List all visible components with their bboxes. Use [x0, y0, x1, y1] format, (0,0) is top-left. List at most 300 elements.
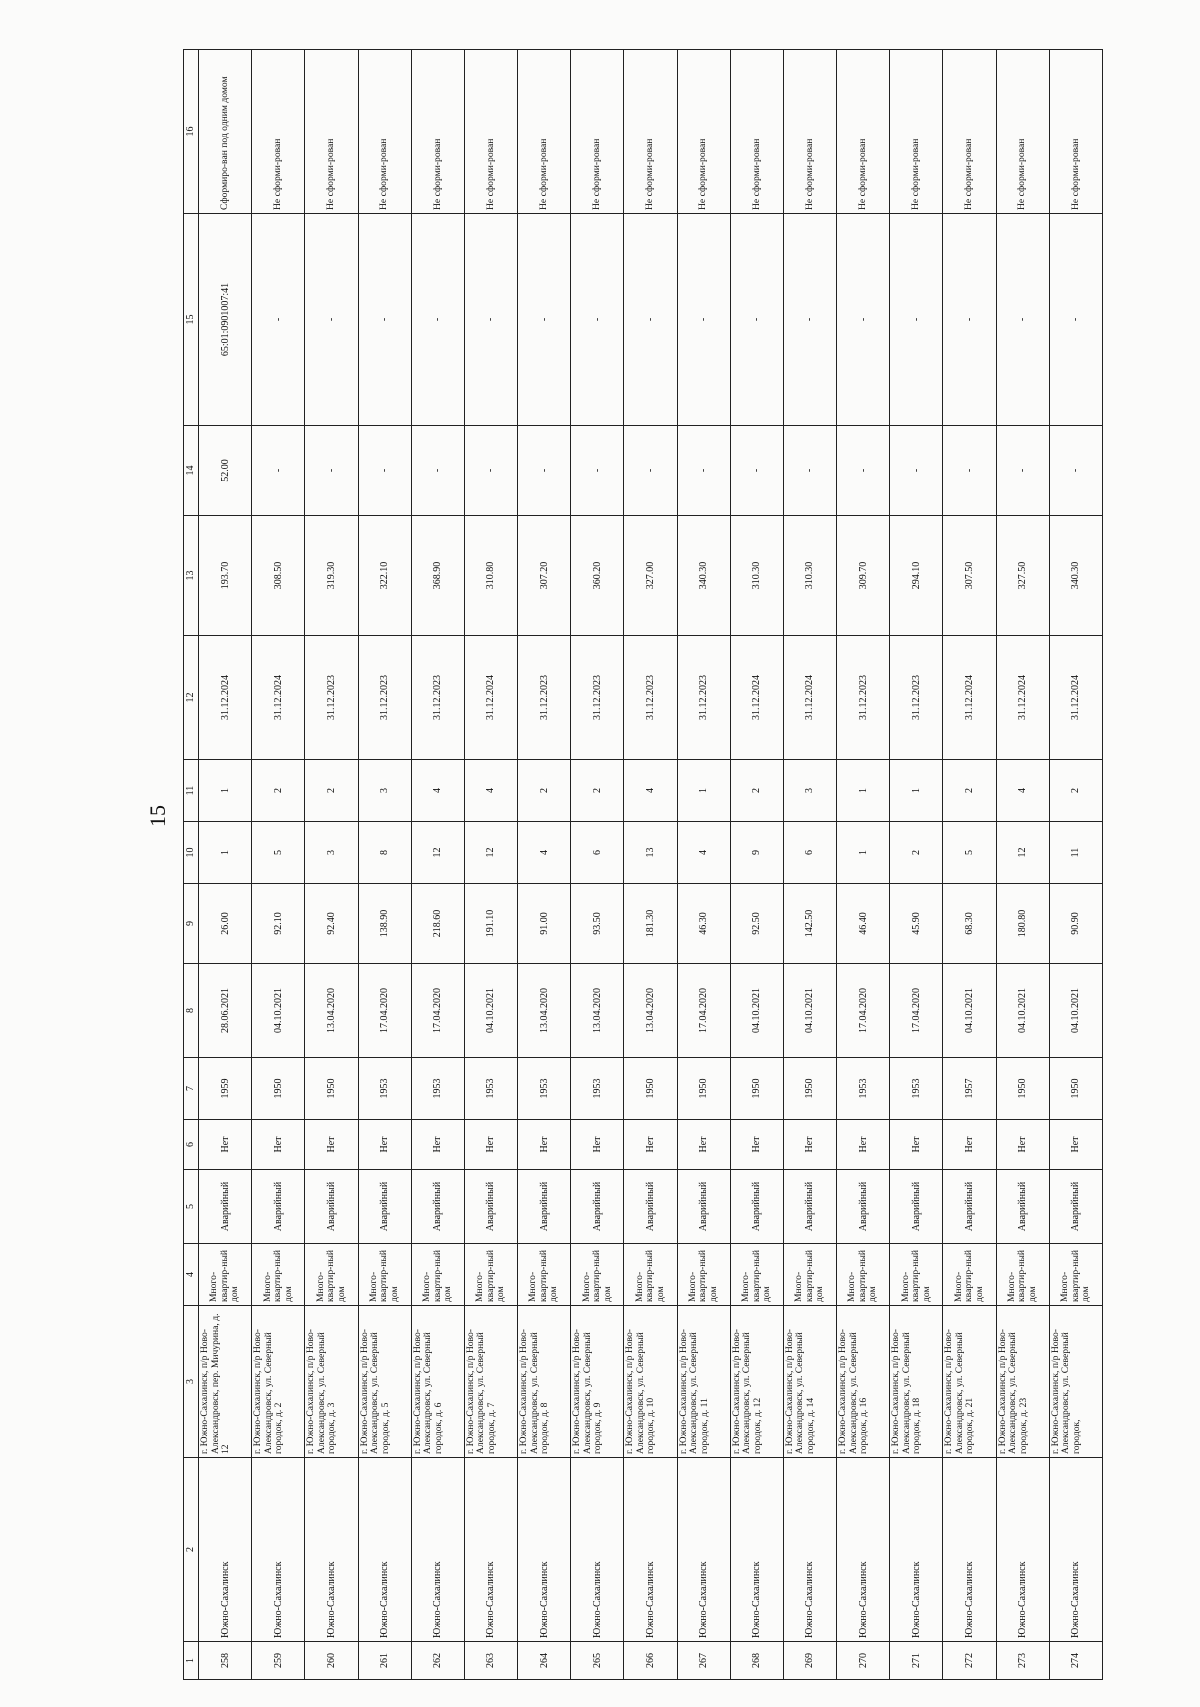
year-built-cell: 1953 — [571, 1058, 624, 1120]
column-number-7: 7 — [184, 1058, 199, 1120]
municipality-cell: Южно-Сахалинск — [358, 1458, 411, 1642]
col6-cell: Нет — [890, 1120, 943, 1170]
column-number-2: 2 — [184, 1458, 199, 1642]
building-type-cell: Много-квартир-ный дом — [199, 1244, 252, 1306]
deadline-cell: 31.12.2024 — [199, 636, 252, 760]
cadastral-number-cell: - — [890, 214, 943, 426]
address-cell: г. Южно-Сахалинск, п/р Ново-Александровск, ул. Северный городок, д. 21 — [943, 1306, 996, 1458]
land-area-cell: - — [837, 426, 890, 516]
col13-cell: 319.30 — [305, 516, 358, 636]
land-area-cell: 52.00 — [199, 426, 252, 516]
column-number-4: 4 — [184, 1244, 199, 1306]
condition-cell: Аварийный — [943, 1170, 996, 1244]
area-cell: 68.30 — [943, 884, 996, 964]
column-number-8: 8 — [184, 964, 199, 1058]
cadastral-number-cell: - — [305, 214, 358, 426]
col13-cell: 294.10 — [890, 516, 943, 636]
col6-cell: Нет — [943, 1120, 996, 1170]
address-cell: г. Южно-Сахалинск, п/р Ново-Александровск, ул. Северный городок, д. 18 — [890, 1306, 943, 1458]
land-area-cell: - — [252, 426, 305, 516]
col6-cell: Нет — [518, 1120, 571, 1170]
table-row — [411, 50, 464, 1680]
municipality-cell: Южно-Сахалинск — [305, 1458, 358, 1642]
municipality-cell: Южно-Сахалинск — [464, 1458, 517, 1642]
area-cell: 218.60 — [411, 884, 464, 964]
land-area-cell: - — [518, 426, 571, 516]
area-cell: 91.00 — [518, 884, 571, 964]
land-status-cell: Не сформи-рован — [411, 50, 464, 214]
municipality-cell: Южно-Сахалинск — [411, 1458, 464, 1642]
area-cell: 138.90 — [358, 884, 411, 964]
land-area-cell: - — [624, 426, 677, 516]
col11-cell: 1 — [199, 760, 252, 822]
housing-register-table — [183, 49, 1103, 1680]
table-row — [730, 50, 783, 1680]
municipality-cell: Южно-Сахалинск — [837, 1458, 890, 1642]
address-cell: г. Южно-Сахалинск, п/р Ново-Александровск, ул. Северный городок, — [1049, 1306, 1102, 1458]
address-cell: г. Южно-Сахалинск, п/р Ново-Александровск, ул. Северный городок, д. 14 — [783, 1306, 836, 1458]
land-status-cell: Не сформи-рован — [305, 50, 358, 214]
col11-cell: 2 — [571, 760, 624, 822]
column-number-14: 14 — [184, 426, 199, 516]
municipality-cell: Южно-Сахалинск — [624, 1458, 677, 1642]
row-number: 270 — [837, 1642, 890, 1680]
table-row — [571, 50, 624, 1680]
building-type-cell: Много-квартир-ный дом — [464, 1244, 517, 1306]
municipality-cell: Южно-Сахалинск — [677, 1458, 730, 1642]
condition-cell: Аварийный — [411, 1170, 464, 1244]
recognition-date-cell: 13.04.2020 — [571, 964, 624, 1058]
row-number: 258 — [199, 1642, 252, 1680]
building-type-cell: Много-квартир-ный дом — [1049, 1244, 1102, 1306]
building-type-cell: Много-квартир-ный дом — [358, 1244, 411, 1306]
cadastral-number-cell: - — [252, 214, 305, 426]
col6-cell: Нет — [996, 1120, 1049, 1170]
land-status-cell: Сформиро-ван под одним домом — [199, 50, 252, 214]
col13-cell: 307.50 — [943, 516, 996, 636]
land-status-cell: Не сформи-рован — [358, 50, 411, 214]
deadline-cell: 31.12.2023 — [624, 636, 677, 760]
area-cell: 26.00 — [199, 884, 252, 964]
building-type-cell: Много-квартир-ный дом — [252, 1244, 305, 1306]
col6-cell: Нет — [1049, 1120, 1102, 1170]
year-built-cell: 1957 — [943, 1058, 996, 1120]
year-built-cell: 1953 — [837, 1058, 890, 1120]
table-row — [1049, 50, 1102, 1680]
column-number-9: 9 — [184, 884, 199, 964]
land-status-cell: Не сформи-рован — [890, 50, 943, 214]
address-cell: г. Южно-Сахалинск, п/р Ново-Александровск, ул. Северный городок, д. 12 — [730, 1306, 783, 1458]
land-status-cell: Не сформи-рован — [677, 50, 730, 214]
column-number-16: 16 — [184, 50, 199, 214]
deadline-cell: 31.12.2023 — [305, 636, 358, 760]
year-built-cell: 1950 — [730, 1058, 783, 1120]
column-number-5: 5 — [184, 1170, 199, 1244]
land-area-cell: - — [571, 426, 624, 516]
land-status-cell: Не сформи-рован — [464, 50, 517, 214]
recognition-date-cell: 13.04.2020 — [305, 964, 358, 1058]
cadastral-number-cell: - — [730, 214, 783, 426]
col11-cell: 2 — [1049, 760, 1102, 822]
page-number: 15 — [145, 805, 170, 827]
cadastral-number-cell: - — [783, 214, 836, 426]
row-number: 267 — [677, 1642, 730, 1680]
municipality-cell: Южно-Сахалинск — [518, 1458, 571, 1642]
col10-cell: 13 — [624, 822, 677, 884]
cadastral-number-cell: - — [996, 214, 1049, 426]
col10-cell: 9 — [730, 822, 783, 884]
row-number: 261 — [358, 1642, 411, 1680]
column-number-3: 3 — [184, 1306, 199, 1458]
land-area-cell: - — [996, 426, 1049, 516]
cadastral-number-cell: - — [1049, 214, 1102, 426]
land-status-cell: Не сформи-рован — [624, 50, 677, 214]
deadline-cell: 31.12.2024 — [996, 636, 1049, 760]
table-row — [199, 50, 252, 1680]
col6-cell: Нет — [358, 1120, 411, 1170]
col13-cell: 310.30 — [783, 516, 836, 636]
column-number-12: 12 — [184, 636, 199, 760]
land-status-cell: Не сформи-рован — [730, 50, 783, 214]
col11-cell: 2 — [305, 760, 358, 822]
column-number-15: 15 — [184, 214, 199, 426]
col6-cell: Нет — [252, 1120, 305, 1170]
municipality-cell: Южно-Сахалинск — [943, 1458, 996, 1642]
land-area-cell: - — [358, 426, 411, 516]
cadastral-number-cell: - — [571, 214, 624, 426]
col13-cell: 308.50 — [252, 516, 305, 636]
col13-cell: 310.30 — [730, 516, 783, 636]
address-cell: г. Южно-Сахалинск, п/р Ново-Александровск, ул. Северный городок, д. 3 — [305, 1306, 358, 1458]
row-number: 265 — [571, 1642, 624, 1680]
area-cell: 191.10 — [464, 884, 517, 964]
year-built-cell: 1953 — [518, 1058, 571, 1120]
col13-cell: 310.80 — [464, 516, 517, 636]
recognition-date-cell: 13.04.2020 — [624, 964, 677, 1058]
row-number: 266 — [624, 1642, 677, 1680]
col13-cell: 327.00 — [624, 516, 677, 636]
col10-cell: 2 — [890, 822, 943, 884]
address-cell: г. Южно-Сахалинск, п/р Ново-Александровск, ул. Северный городок, д. 9 — [571, 1306, 624, 1458]
condition-cell: Аварийный — [199, 1170, 252, 1244]
year-built-cell: 1953 — [890, 1058, 943, 1120]
table-row — [996, 50, 1049, 1680]
area-cell: 45.90 — [890, 884, 943, 964]
condition-cell: Аварийный — [571, 1170, 624, 1244]
row-number: 264 — [518, 1642, 571, 1680]
col11-cell: 3 — [358, 760, 411, 822]
year-built-cell: 1959 — [199, 1058, 252, 1120]
col13-cell: 309.70 — [837, 516, 890, 636]
address-cell: г. Южно-Сахалинск, п/р Ново-Александровск, ул. Северный городок, д. 5 — [358, 1306, 411, 1458]
col6-cell: Нет — [783, 1120, 836, 1170]
area-cell: 180.80 — [996, 884, 1049, 964]
col10-cell: 12 — [996, 822, 1049, 884]
land-area-cell: - — [464, 426, 517, 516]
land-area-cell: - — [411, 426, 464, 516]
year-built-cell: 1953 — [358, 1058, 411, 1120]
municipality-cell: Южно-Сахалинск — [199, 1458, 252, 1642]
row-number: 273 — [996, 1642, 1049, 1680]
col11-cell: 4 — [464, 760, 517, 822]
table-row — [943, 50, 996, 1680]
deadline-cell: 31.12.2024 — [943, 636, 996, 760]
year-built-cell: 1950 — [624, 1058, 677, 1120]
deadline-cell: 31.12.2024 — [730, 636, 783, 760]
land-status-cell: Не сформи-рован — [943, 50, 996, 214]
municipality-cell: Южно-Сахалинск — [730, 1458, 783, 1642]
land-status-cell: Не сформи-рован — [996, 50, 1049, 214]
recognition-date-cell: 04.10.2021 — [1049, 964, 1102, 1058]
col13-cell: 360.20 — [571, 516, 624, 636]
col10-cell: 3 — [305, 822, 358, 884]
column-number-1: 1 — [184, 1642, 199, 1680]
address-cell: г. Южно-Сахалинск, п/р Ново-Александровск, ул. Северный городок, д. 11 — [677, 1306, 730, 1458]
condition-cell: Аварийный — [305, 1170, 358, 1244]
area-cell: 92.10 — [252, 884, 305, 964]
deadline-cell: 31.12.2024 — [464, 636, 517, 760]
table-row — [890, 50, 943, 1680]
condition-cell: Аварийный — [518, 1170, 571, 1244]
cadastral-number-cell: - — [624, 214, 677, 426]
deadline-cell: 31.12.2023 — [411, 636, 464, 760]
col10-cell: 5 — [252, 822, 305, 884]
land-status-cell: Не сформи-рован — [783, 50, 836, 214]
year-built-cell: 1950 — [783, 1058, 836, 1120]
column-number-10: 10 — [184, 822, 199, 884]
row-number: 269 — [783, 1642, 836, 1680]
address-cell: г. Южно-Сахалинск, п/р Ново-Александровск, ул. Северный городок, д. 23 — [996, 1306, 1049, 1458]
col10-cell: 12 — [411, 822, 464, 884]
condition-cell: Аварийный — [464, 1170, 517, 1244]
area-cell: 90.90 — [1049, 884, 1102, 964]
land-status-cell: Не сформи-рован — [252, 50, 305, 214]
land-area-cell: - — [783, 426, 836, 516]
recognition-date-cell: 17.04.2020 — [411, 964, 464, 1058]
recognition-date-cell: 04.10.2021 — [464, 964, 517, 1058]
cadastral-number-cell: - — [677, 214, 730, 426]
col11-cell: 2 — [518, 760, 571, 822]
col11-cell: 2 — [943, 760, 996, 822]
table-row — [677, 50, 730, 1680]
building-type-cell: Много-квартир-ный дом — [305, 1244, 358, 1306]
col13-cell: 193.70 — [199, 516, 252, 636]
municipality-cell: Южно-Сахалинск — [783, 1458, 836, 1642]
condition-cell: Аварийный — [677, 1170, 730, 1244]
cadastral-number-cell: - — [464, 214, 517, 426]
recognition-date-cell: 04.10.2021 — [943, 964, 996, 1058]
recognition-date-cell: 13.04.2020 — [518, 964, 571, 1058]
recognition-date-cell: 17.04.2020 — [677, 964, 730, 1058]
col11-cell: 2 — [730, 760, 783, 822]
year-built-cell: 1950 — [996, 1058, 1049, 1120]
recognition-date-cell: 04.10.2021 — [783, 964, 836, 1058]
recognition-date-cell: 04.10.2021 — [252, 964, 305, 1058]
table-row — [305, 50, 358, 1680]
recognition-date-cell: 17.04.2020 — [890, 964, 943, 1058]
condition-cell: Аварийный — [252, 1170, 305, 1244]
land-status-cell: Не сформи-рован — [571, 50, 624, 214]
area-cell: 46.30 — [677, 884, 730, 964]
deadline-cell: 31.12.2023 — [677, 636, 730, 760]
col10-cell: 1 — [199, 822, 252, 884]
year-built-cell: 1950 — [305, 1058, 358, 1120]
table-row — [252, 50, 305, 1680]
table-row — [464, 50, 517, 1680]
col10-cell: 4 — [518, 822, 571, 884]
cadastral-number-cell: - — [943, 214, 996, 426]
condition-cell: Аварийный — [358, 1170, 411, 1244]
land-area-cell: - — [890, 426, 943, 516]
row-number: 259 — [252, 1642, 305, 1680]
recognition-date-cell: 04.10.2021 — [730, 964, 783, 1058]
row-number: 274 — [1049, 1642, 1102, 1680]
row-number: 272 — [943, 1642, 996, 1680]
address-cell: г. Южно-Сахалинск, п/р Ново-Александровск, ул. Северный городок, д. 6 — [411, 1306, 464, 1458]
column-number-11: 11 — [184, 760, 199, 822]
municipality-cell: Южно-Сахалинск — [1049, 1458, 1102, 1642]
table-row — [358, 50, 411, 1680]
municipality-cell: Южно-Сахалинск — [996, 1458, 1049, 1642]
col11-cell: 3 — [783, 760, 836, 822]
condition-cell: Аварийный — [624, 1170, 677, 1244]
building-type-cell: Много-квартир-ный дом — [730, 1244, 783, 1306]
land-area-cell: - — [730, 426, 783, 516]
deadline-cell: 31.12.2023 — [518, 636, 571, 760]
land-status-cell: Не сформи-рован — [518, 50, 571, 214]
rotated-table-container — [183, 50, 1103, 1680]
area-cell: 181.30 — [624, 884, 677, 964]
deadline-cell: 31.12.2024 — [783, 636, 836, 760]
deadline-cell: 31.12.2023 — [890, 636, 943, 760]
municipality-cell: Южно-Сахалинск — [252, 1458, 305, 1642]
col13-cell: 340.30 — [677, 516, 730, 636]
address-cell: г. Южно-Сахалинск, п/р Ново-Александровск, ул. Северный городок, д. 16 — [837, 1306, 890, 1458]
col11-cell: 1 — [890, 760, 943, 822]
col6-cell: Нет — [464, 1120, 517, 1170]
col13-cell: 368.90 — [411, 516, 464, 636]
condition-cell: Аварийный — [783, 1170, 836, 1244]
condition-cell: Аварийный — [1049, 1170, 1102, 1244]
col6-cell: Нет — [199, 1120, 252, 1170]
year-built-cell: 1953 — [464, 1058, 517, 1120]
condition-cell: Аварийный — [730, 1170, 783, 1244]
area-cell: 92.40 — [305, 884, 358, 964]
building-type-cell: Много-квартир-ный дом — [571, 1244, 624, 1306]
building-type-cell: Много-квартир-ный дом — [837, 1244, 890, 1306]
deadline-cell: 31.12.2023 — [358, 636, 411, 760]
condition-cell: Аварийный — [996, 1170, 1049, 1244]
col10-cell: 5 — [943, 822, 996, 884]
building-type-cell: Много-квартир-ный дом — [996, 1244, 1049, 1306]
cadastral-number-cell: - — [411, 214, 464, 426]
col11-cell: 1 — [677, 760, 730, 822]
recognition-date-cell: 17.04.2020 — [358, 964, 411, 1058]
year-built-cell: 1950 — [677, 1058, 730, 1120]
land-area-cell: - — [677, 426, 730, 516]
deadline-cell: 31.12.2023 — [837, 636, 890, 760]
col6-cell: Нет — [677, 1120, 730, 1170]
land-status-cell: Не сформи-рован — [1049, 50, 1102, 214]
col10-cell: 6 — [783, 822, 836, 884]
col11-cell: 1 — [837, 760, 890, 822]
building-type-cell: Много-квартир-ный дом — [943, 1244, 996, 1306]
recognition-date-cell: 04.10.2021 — [996, 964, 1049, 1058]
land-area-cell: - — [1049, 426, 1102, 516]
condition-cell: Аварийный — [890, 1170, 943, 1244]
cadastral-number-cell: - — [358, 214, 411, 426]
year-built-cell: 1953 — [411, 1058, 464, 1120]
land-status-cell: Не сформи-рован — [837, 50, 890, 214]
col6-cell: Нет — [411, 1120, 464, 1170]
land-area-cell: - — [943, 426, 996, 516]
year-built-cell: 1950 — [252, 1058, 305, 1120]
row-number: 262 — [411, 1642, 464, 1680]
table-row — [837, 50, 890, 1680]
col10-cell: 11 — [1049, 822, 1102, 884]
table-row — [518, 50, 571, 1680]
col11-cell: 4 — [996, 760, 1049, 822]
col13-cell: 340.30 — [1049, 516, 1102, 636]
municipality-cell: Южно-Сахалинск — [890, 1458, 943, 1642]
year-built-cell: 1950 — [1049, 1058, 1102, 1120]
col10-cell: 8 — [358, 822, 411, 884]
col11-cell: 2 — [252, 760, 305, 822]
col13-cell: 307.20 — [518, 516, 571, 636]
column-number-6: 6 — [184, 1120, 199, 1170]
table-body — [199, 50, 1103, 1680]
col10-cell: 1 — [837, 822, 890, 884]
area-cell: 142.50 — [783, 884, 836, 964]
address-cell: г. Южно-Сахалинск, п/р Ново-Александровск, ул. Северный городок, д. 2 — [252, 1306, 305, 1458]
recognition-date-cell: 17.04.2020 — [837, 964, 890, 1058]
deadline-cell: 31.12.2024 — [252, 636, 305, 760]
municipality-cell: Южно-Сахалинск — [571, 1458, 624, 1642]
building-type-cell: Много-квартир-ный дом — [677, 1244, 730, 1306]
address-cell: г. Южно-Сахалинск, п/р Ново-Александровск, ул. Северный городок, д. 8 — [518, 1306, 571, 1458]
table-row — [624, 50, 677, 1680]
address-cell: г. Южно-Сахалинск, п/р Ново-Александровск, ул. Северный городок, д. 7 — [464, 1306, 517, 1458]
col13-cell: 327.50 — [996, 516, 1049, 636]
row-number: 260 — [305, 1642, 358, 1680]
cadastral-number-cell: - — [837, 214, 890, 426]
row-number: 271 — [890, 1642, 943, 1680]
col6-cell: Нет — [837, 1120, 890, 1170]
condition-cell: Аварийный — [837, 1170, 890, 1244]
row-number: 263 — [464, 1642, 517, 1680]
land-area-cell: - — [305, 426, 358, 516]
area-cell: 92.50 — [730, 884, 783, 964]
table-row — [783, 50, 836, 1680]
col11-cell: 4 — [411, 760, 464, 822]
area-cell: 93.50 — [571, 884, 624, 964]
column-number-13: 13 — [184, 516, 199, 636]
building-type-cell: Много-квартир-ный дом — [783, 1244, 836, 1306]
address-cell: г. Южно-Сахалинск, п/р Ново-Александровск, пер. Мичурина, д. 12 — [199, 1306, 252, 1458]
col6-cell: Нет — [571, 1120, 624, 1170]
col10-cell: 12 — [464, 822, 517, 884]
deadline-cell: 31.12.2024 — [1049, 636, 1102, 760]
building-type-cell: Много-квартир-ный дом — [518, 1244, 571, 1306]
col13-cell: 322.10 — [358, 516, 411, 636]
col11-cell: 4 — [624, 760, 677, 822]
area-cell: 46.40 — [837, 884, 890, 964]
row-number: 268 — [730, 1642, 783, 1680]
recognition-date-cell: 28.06.2021 — [199, 964, 252, 1058]
deadline-cell: 31.12.2023 — [571, 636, 624, 760]
building-type-cell: Много-квартир-ный дом — [890, 1244, 943, 1306]
col6-cell: Нет — [624, 1120, 677, 1170]
